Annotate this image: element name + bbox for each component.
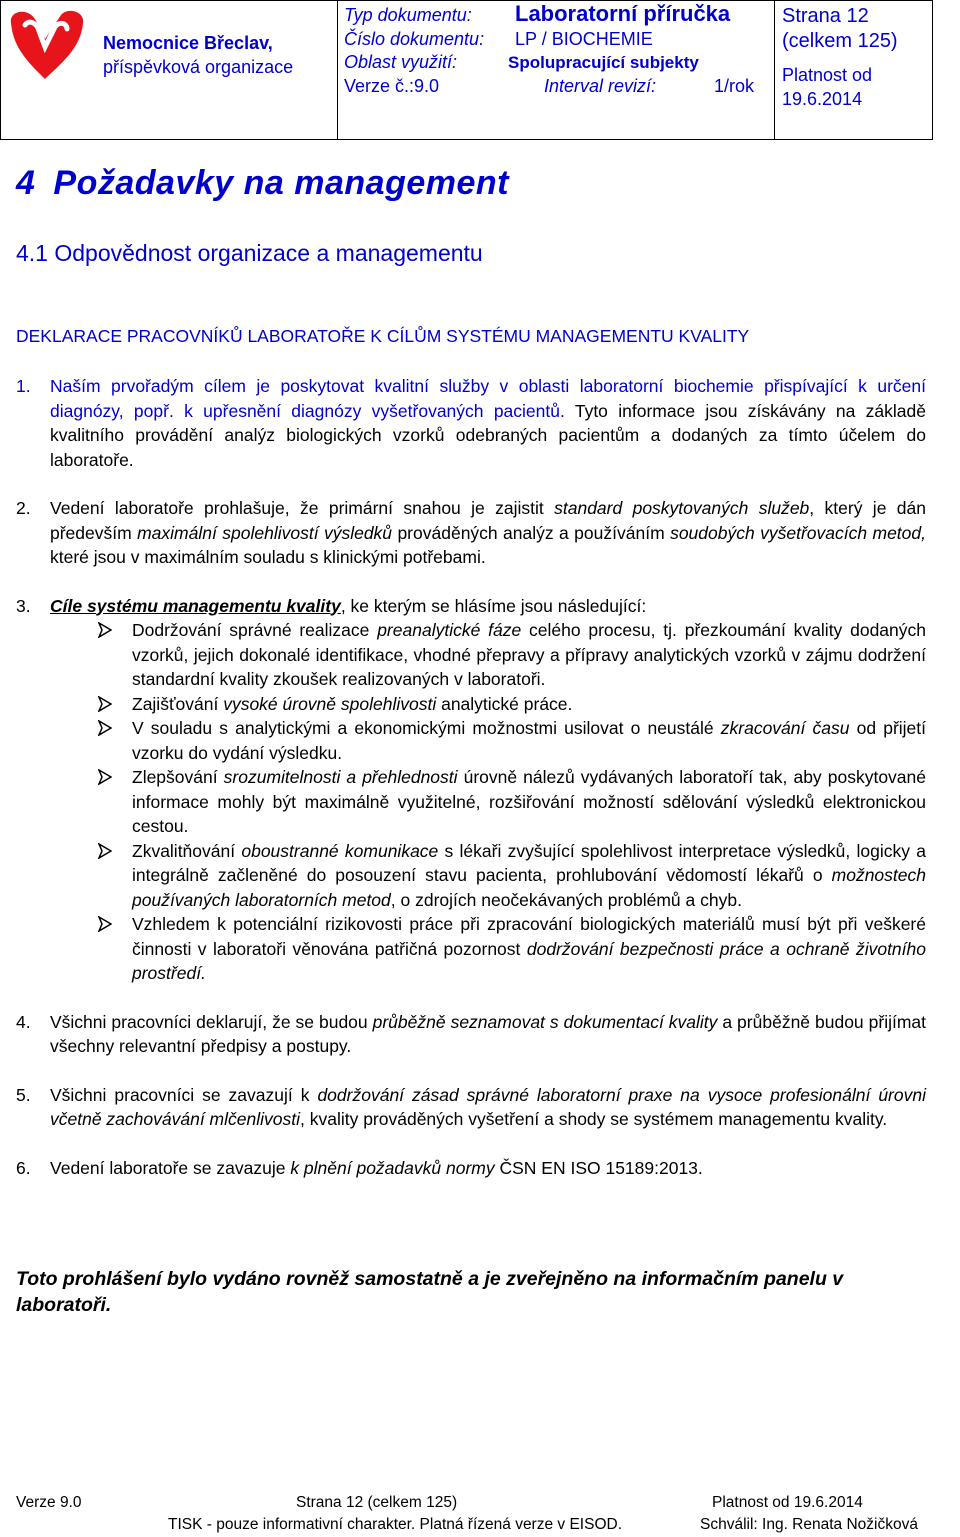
item-text: Tyto informace jsou získávány na základě kvalitního provádění analýz biologických vzorků odebraných pacientům a dodaných za tímto účelem do laboratoře. xyxy=(50,400,926,470)
item-text: , kvality prováděných vyšetření a shody se systémem managementu kvality. xyxy=(299,1109,888,1129)
interval-label: Interval revizí: xyxy=(544,75,657,96)
item-emphasis: průběžně seznamovat s dokumentací kvality xyxy=(372,1011,718,1032)
page-total: (celkem 125) xyxy=(782,30,898,52)
footer-page: Strana 12 (celkem 125) xyxy=(296,1494,458,1511)
usage-label: Oblast využití: xyxy=(344,52,458,72)
item-emphasis: soudobých vyšetřovacích metod, xyxy=(670,522,926,543)
bullet-text: úrovně nálezů vydávaných laboratoří tak, aby poskytované informace mohly být maximálně využitelné, rozšiřování možností sdělování výsledků elektronickou cestou. xyxy=(132,767,926,836)
arrow-bullet-icon xyxy=(98,843,112,859)
goal-bullet-4 xyxy=(16,765,926,839)
item-number: 1. xyxy=(16,376,31,396)
arrow-bullet-icon xyxy=(98,916,112,932)
header-divider xyxy=(337,1,338,139)
item-text-blue: Naším prvořadým cílem je poskytovat kvalitní služby v oblasti laboratorní biochemie přispívající k určení diagnózy, popř. k upřesnění diagnózy vyšetřovaných pacientů. xyxy=(50,376,926,421)
bullet-text: s lékaři zvyšující spolehlivost interpretace výsledků, logicky a integrálně začleněné do posouzení stavu pacienta, prohlubování vědomostí lékařů o xyxy=(132,840,926,885)
bullet-text: Zajišťování xyxy=(132,693,224,714)
footer-print-note: TISK - pouze informativní charakter. Platná řízená verze v EISOD. xyxy=(168,1516,622,1533)
bullet-text: celého procesu, tj. přezkoumání kvality dodaných vzorků, jejich dokonalé identifikace, vhodné přepravy a přípravy analytických vzorků v zájmu dodržení standardní kvality zkoušek realizovaných v laboratoři. xyxy=(132,620,927,689)
item-emphasis: dodržování zásad správné laboratorní praxe na vysoce profesionální úrovni včetně zachovávání mlčenlivosti xyxy=(50,1084,926,1129)
page-info xyxy=(782,4,898,111)
valid-date: 19.6.2014 xyxy=(782,88,863,109)
arrow-bullet-icon xyxy=(98,696,112,712)
usage-value: Spolupracující subjekty xyxy=(508,53,699,72)
declaration-body xyxy=(16,374,926,1180)
item-text: které jsou v maximálním souladu s klinickými potřebami. xyxy=(50,547,486,567)
arrow-bullet-icon xyxy=(98,769,112,785)
item-number: 4. xyxy=(16,1011,31,1032)
bullet-text: Zkvalitňování xyxy=(132,840,242,861)
item-text: Všichni pracovníci deklarují, že se budou xyxy=(50,1011,373,1032)
item-text: prováděných analýz a používáním xyxy=(392,522,671,543)
goal-bullet-5 xyxy=(16,839,926,913)
item-text: a průběžně budou přijímat všechny relevantní předpisy a postupy. xyxy=(50,1011,926,1056)
organization-info xyxy=(103,31,293,79)
item-text: ČSN EN ISO 15189:2013. xyxy=(494,1157,703,1178)
valid-label: Platnost od xyxy=(782,65,873,85)
bullet-emphasis: zkracování času xyxy=(720,718,850,738)
org-type: příspěvková organizace xyxy=(103,57,294,77)
item-number: 5. xyxy=(16,1084,31,1105)
declaration-title: DEKLARACE PRACOVNÍKŮ LABORATOŘE K CÍLŮM SYSTÉMU MANAGEMENTU KVALITY xyxy=(16,326,750,346)
item-emphasis: standard poskytovaných služeb xyxy=(554,498,810,518)
bullet-text: Vzhledem k potenciální rizikovosti práce při zpracování biologických materiálů musí být při veškeré činnosti v laboratoři věnována patřičná pozornost xyxy=(132,914,926,959)
section-title: Požadavky na management xyxy=(53,164,509,202)
goal-bullet-2 xyxy=(16,692,926,717)
closing-statement: Toto prohlášení bylo vydáno rovněž samostatně a je zveřejněno na informačním panelu v laboratoři. xyxy=(16,1268,844,1316)
section-number: 4 xyxy=(16,164,36,202)
item-text: Všichni pracovníci se zavazují k xyxy=(50,1084,318,1105)
arrow-bullet-icon xyxy=(98,622,112,638)
item-text: Vedení laboratoře se zavazuje xyxy=(50,1157,291,1178)
goal-bullet-3 xyxy=(16,716,926,765)
item-number: 3. xyxy=(16,595,31,616)
item-text: Vedení laboratoře prohlašuje, že primární snahou je zajistit xyxy=(50,498,555,518)
arrow-bullet-icon xyxy=(98,720,112,736)
bullet-text: Zlepšování xyxy=(132,767,224,787)
doc-type-value: Laboratorní příručka xyxy=(515,1,731,26)
doc-number-value: LP / BIOCHEMIE xyxy=(515,28,653,49)
bullet-text: od přijetí vzorku do vydání výsledku. xyxy=(132,718,927,763)
bullet-text: V souladu s analytickými a ekonomickými možnostmi usilovat o neustálé xyxy=(132,718,721,738)
bullet-text: , o zdrojích neočekávaných problémů a chyb. xyxy=(390,889,742,910)
declaration-item-5 xyxy=(16,1083,926,1132)
hospital-logo-icon xyxy=(5,9,85,81)
declaration-item-4 xyxy=(16,1010,926,1059)
goal-bullet-6 xyxy=(16,912,926,986)
bullet-emphasis: vysoké úrovně spolehlivosti xyxy=(223,693,437,714)
item-number: 6. xyxy=(16,1157,31,1178)
subsection-heading: 4.1 Odpovědnost organizace a managementu xyxy=(16,240,483,266)
bullet-emphasis: preanalytické fáze xyxy=(377,620,522,640)
section-heading xyxy=(16,164,509,203)
bullet-text: Dodržování správné realizace xyxy=(132,620,378,640)
version-label: Verze č.:9.0 xyxy=(344,75,440,96)
declaration-item-1 xyxy=(16,374,926,472)
item-emphasis: maximální spolehlivostí výsledků xyxy=(137,522,393,543)
document-header xyxy=(0,0,933,140)
bullet-text: analytické práce. xyxy=(436,693,573,714)
item-number: 2. xyxy=(16,498,31,518)
footer-valid: Platnost od 19.6.2014 xyxy=(712,1494,863,1511)
declaration-item-2 xyxy=(16,496,926,570)
page-number: Strana 12 xyxy=(782,5,869,27)
doc-type-label: Typ dokumentu: xyxy=(344,5,472,25)
bullet-emphasis: srozumitelnosti a přehlednosti xyxy=(223,767,458,787)
bullet-emphasis: dodržování bezpečnosti práce a ochraně životního prostředí. xyxy=(132,938,926,983)
item-text: , který je dán především xyxy=(50,498,926,543)
interval-value: 1/rok xyxy=(714,75,755,96)
declaration-item-6 xyxy=(16,1156,926,1181)
footer-version: Verze 9.0 xyxy=(16,1494,82,1511)
goal-bullet-1 xyxy=(16,618,926,692)
bullet-emphasis: oboustranné komunikace xyxy=(241,840,439,861)
footer-approved: Schválil: Ing. Renata Nožičková xyxy=(700,1516,918,1533)
org-name: Nemocnice Břeclav, xyxy=(103,33,273,53)
declaration-item-3 xyxy=(16,594,926,619)
item-emphasis: k plnění požadavků normy xyxy=(290,1157,495,1178)
doc-number-label: Číslo dokumentu: xyxy=(344,28,485,49)
header-divider xyxy=(774,1,775,139)
item-emphasis: Cíle systému managementu kvality xyxy=(50,595,341,616)
item-text: , ke kterým se hlásíme jsou následující: xyxy=(340,595,647,616)
bullet-emphasis: možnostech používaných laboratorních metod xyxy=(132,865,926,910)
